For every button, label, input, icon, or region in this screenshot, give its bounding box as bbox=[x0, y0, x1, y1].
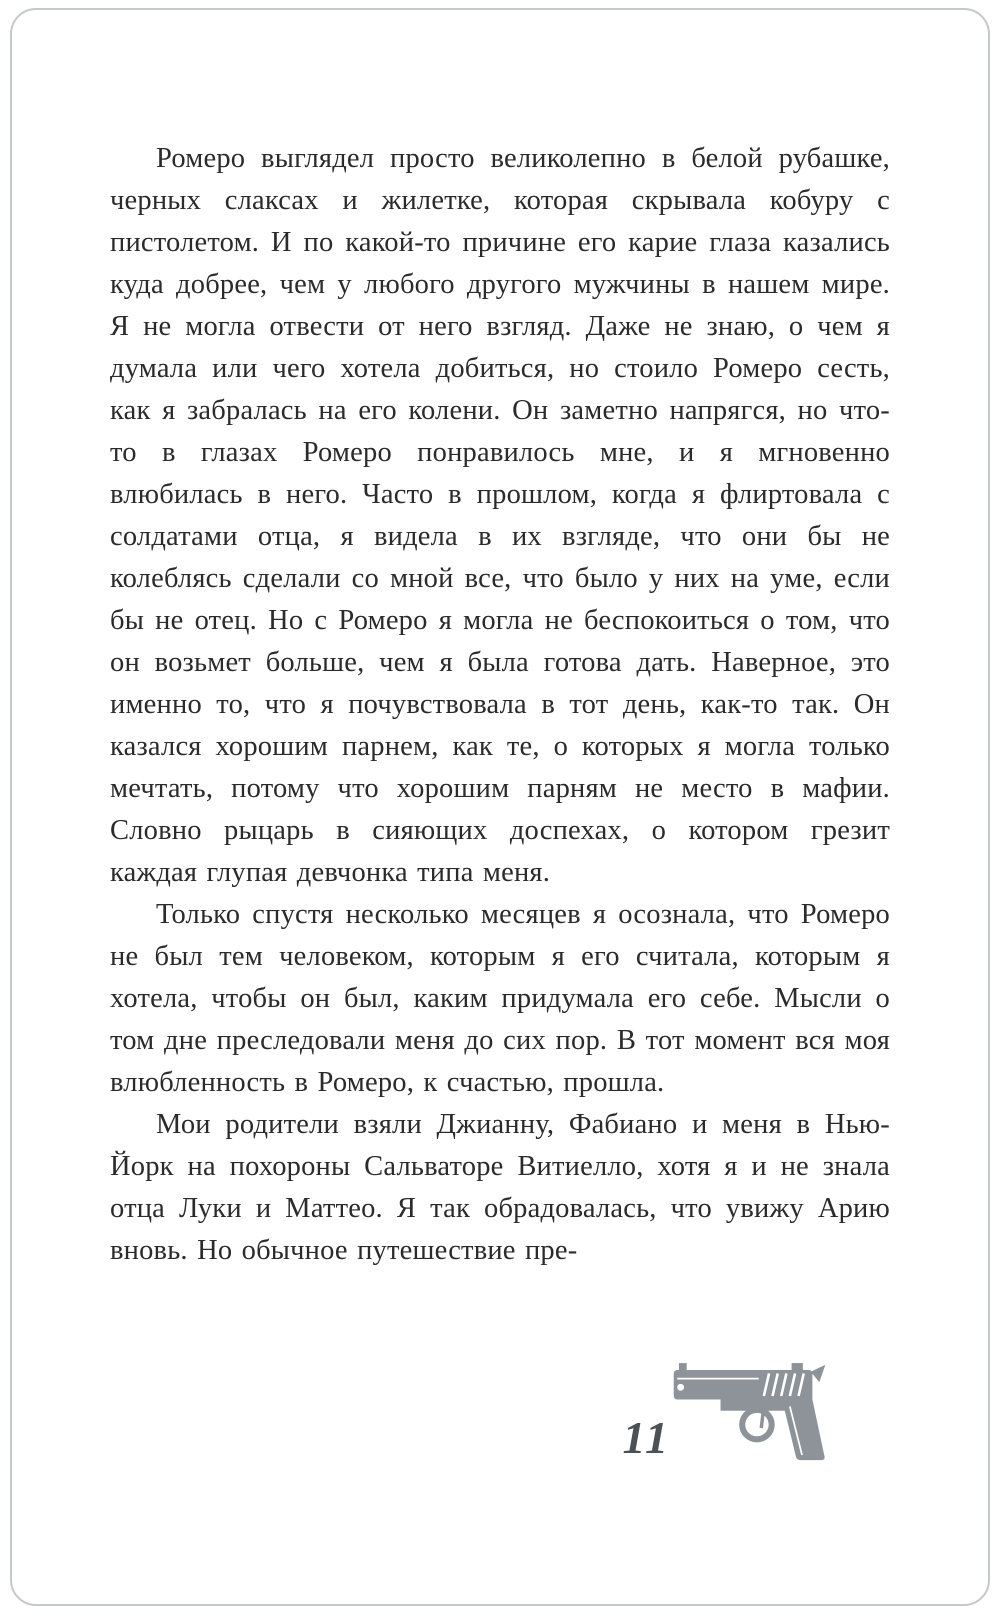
body-text bbox=[110, 138, 890, 1272]
paragraph: Ромеро выглядел просто великолепно в белой рубашке, черных слаксах и жилетке, которая скрывала кобуру с пистолетом. И по какой-то причине его карие глаза казались куда добрее, чем у любого другого мужчины в нашем мире. Я не могла отвести от него взгляд. Даже не знаю, о чем я думала или чего хотела добиться, но стоило Ромеро сесть, как я забралась на его колени. Он заметно напрягся, но что-то в глазах Ромеро понравилось мне, и я мгновенно влюбилась в него. Часто в прошлом, когда я флиртовала с солдатами отца, я видела в их взгляде, что они бы не колеблясь сделали со мной все, что было у них на уме, если бы не отец. Но с Ромеро я могла не беспокоиться о том, что он возьмет больше, чем я была готова дать. Наверное, это именно то, что я почувствовала в тот день, как-то так. Он казался хорошим парнем, как те, о которых я могла только мечтать, потому что хорошим парням не место в мафии. Словно рыцарь в сияющих доспехах, о котором грезит каждая глупая девчонка типа меня. bbox=[110, 143, 890, 888]
pistol-icon bbox=[672, 1352, 828, 1466]
paragraph: Мои родители взяли Джианну, Фабиано и меня в Нью-Йорк на похороны Сальваторе Витиелло, хотя я и не знала отца Луки и Маттео. Я так обрадовалась, что увижу Арию вновь. Но обычное путешествие пре- bbox=[110, 1109, 890, 1266]
page-number: 11 bbox=[622, 1412, 670, 1463]
paragraph: Только спустя несколько месяцев я осознала, что Ромеро не был тем человеком, которым я его считала, которым я хотела, чтобы он был, каким придумала его себе. Мысли о том дне преследовали меня до сих пор. В тот момент вся моя влюбленность в Ромеро, к счастью, прошла. bbox=[110, 899, 890, 1098]
page-footer bbox=[623, 1352, 828, 1466]
